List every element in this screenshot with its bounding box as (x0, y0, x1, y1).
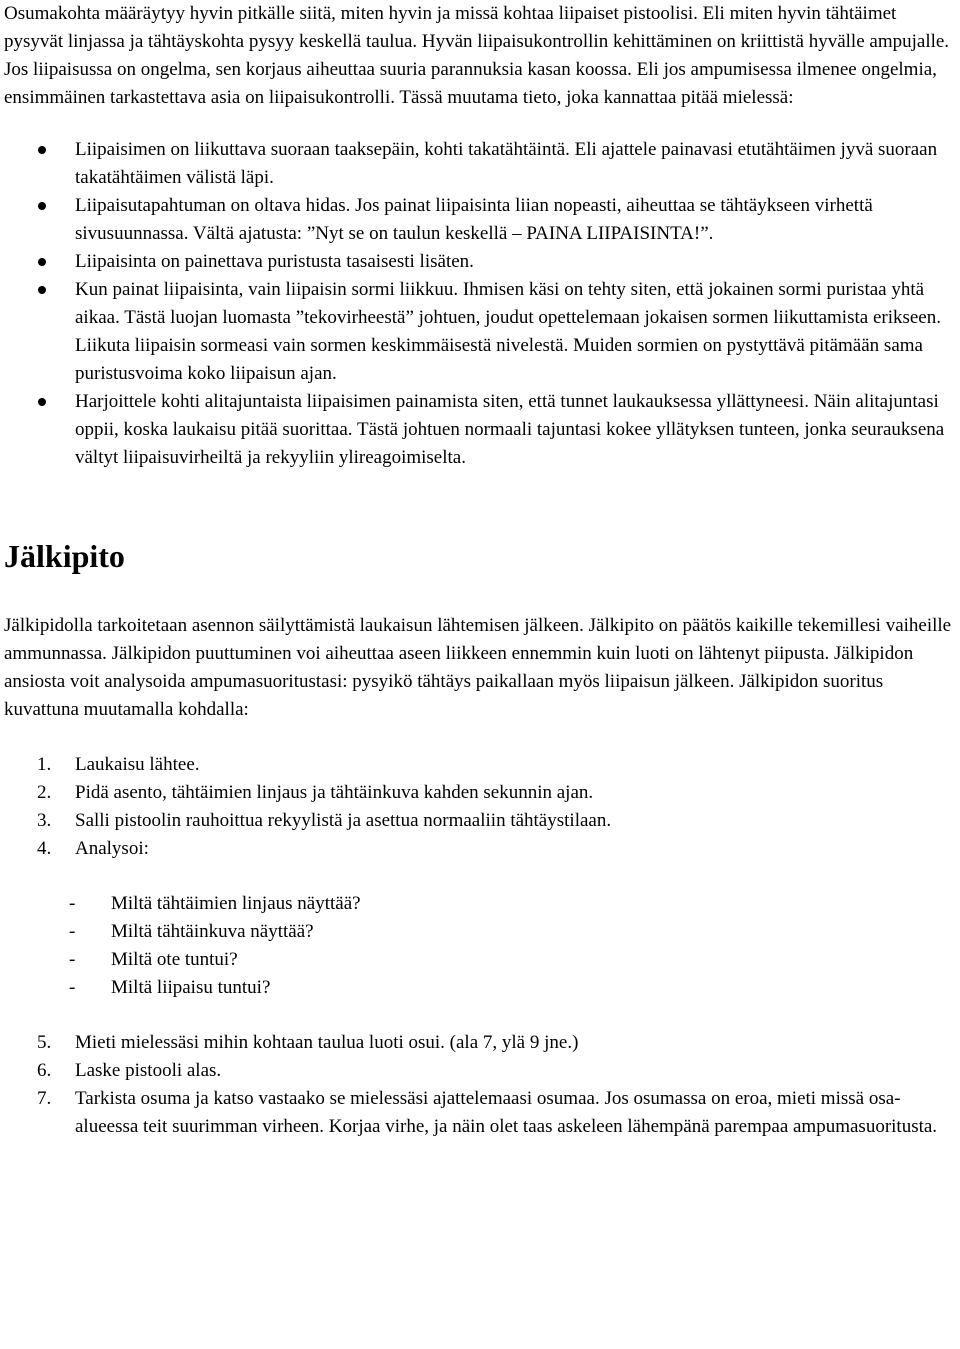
item-text: Analysoi: (75, 838, 149, 859)
list-item (4, 1029, 958, 1057)
question-text: Miltä tähtäinkuva näyttää? (111, 921, 314, 942)
question-text: Miltä liipaisu tuntui? (111, 977, 271, 998)
item-text: Mieti mielessäsi mihin kohtaan taulua luoti osui. (ala 7, ylä 9 jne.) (75, 1032, 579, 1053)
item-number: 3. (37, 810, 52, 831)
bullet-item (4, 192, 958, 248)
item-number: 4. (37, 838, 52, 859)
item-text: Laske pistooli alas. (75, 1060, 222, 1081)
list-item (4, 1085, 958, 1141)
bullet-text: Kun painat liipaisinta, vain liipaisin sormi liikkuu. Ihmisen käsi on tehty siten, että jokainen sormi puristaa yhtä aikaa. Tästä luojan luomasta ”tekovirheestä” johtuen, joudut opettelemaan jokaisen sormen liikuttamista erikseen. Liikuta liipaisin sormeasi vain sormen keskimmäisestä nivelestä. Muiden sormien on pystyttävä pitämään sama puristusvoima koko liipaisun ajan. (75, 279, 941, 384)
item-text: Pidä asento, tähtäimien linjaus ja tähtäinkuva kahden sekunnin ajan. (75, 782, 594, 803)
bullet-dot-icon (38, 286, 46, 294)
question-text: Miltä tähtäimien linjaus näyttää? (111, 893, 361, 914)
question-item (4, 946, 958, 974)
dash-icon: - (69, 977, 76, 998)
bullet-item (4, 136, 958, 192)
question-text: Miltä ote tuntui? (111, 949, 238, 970)
bullet-dot-icon (38, 258, 46, 266)
bullet-dot-icon (38, 202, 46, 210)
list-item (4, 807, 958, 835)
item-number: 6. (37, 1060, 52, 1081)
list-item (4, 835, 958, 863)
item-text: Salli pistoolin rauhoittua rekyylistä ja asettua normaaliin tähtäystilaan. (75, 810, 612, 831)
item-number: 2. (37, 782, 52, 803)
question-item (4, 918, 958, 946)
item-text: Laukaisu lähtee. (75, 754, 200, 775)
list-item (4, 751, 958, 779)
list-item (4, 779, 958, 807)
bullet-text: Liipaisutapahtuman on oltava hidas. Jos painat liipaisinta liian nopeasti, aiheuttaa se tähtäykseen virhettä sivusuunnassa. Vältä ajatusta: ”Nyt se on taulun keskellä – PAINA LIIPAISINTA!”. (75, 195, 873, 244)
section-paragraph: Jälkipidolla tarkoitetaan asennon säilyttämistä laukaisun lähtemisen jälkeen. Jälkipito on päätös kaikille tekemillesi vaiheille ammunnassa. Jälkipidon puuttuminen voi aiheuttaa aseen liikkeen ennemmin kuin luoti on lähtenyt piipusta. Jälkipidon ansiosta voit analysoida ampumasuoritustasi: pysyikö tähtäys paikallaan myös liipaisun jälkeen. Jälkipidon suoritus kuvattuna muutamalla kohdalla: (4, 615, 952, 720)
question-item (4, 974, 958, 1002)
dash-icon: - (69, 949, 76, 970)
dash-icon: - (69, 893, 76, 914)
document-page (4, 0, 958, 1141)
bullet-list (4, 136, 958, 472)
bullet-item (4, 388, 958, 472)
item-number: 5. (37, 1032, 52, 1053)
bullet-text: Liipaisimen on liikuttava suoraan taaksepäin, kohti takatähtäintä. Eli ajattele painavasi etutähtäimen jyvä suoraan takatähtäimen välistä läpi. (75, 139, 938, 188)
dash-icon: - (69, 921, 76, 942)
bullet-item (4, 248, 958, 276)
item-number: 7. (37, 1088, 52, 1109)
question-list (4, 890, 958, 1002)
numbered-list-continued (4, 1029, 958, 1141)
numbered-list (4, 751, 958, 863)
item-text: Tarkista osuma ja katso vastaako se mielessäsi ajattelemaasi osumaa. Jos osumassa on eroa, mieti missä osa-alueessa teit suurimman virheen. Korjaa virhe, ja näin olet taas askeleen lähempänä parempaa ampumasuoritusta. (75, 1088, 938, 1137)
bullet-dot-icon (38, 146, 46, 154)
bullet-text: Liipaisinta on painettava puristusta tasaisesti lisäten. (75, 251, 474, 272)
bullet-text: Harjoittele kohti alitajuntaista liipaisimen painamista siten, että tunnet laukauksessa yllättyneesi. Näin alitajuntasi oppii, koska laukaisu pitää suorittaa. Tästä johtuen normaali tajuntasi kokee yllätyksen tunteen, jonka seurauksena vältyt liipaisuvirheiltä ja rekyyliin ylireagoimiselta. (75, 391, 945, 468)
intro-paragraph: Osumakohta määräytyy hyvin pitkälle siitä, miten hyvin ja missä kohtaa liipaiset pistoolisi. Eli miten hyvin tähtäimet pysyvät linjassa ja tähtäyskohta pysyy keskellä taulua. Hyvän liipaisukontrollin kehittäminen on kriittistä hyvälle ampujalle. Jos liipaisussa on ongelma, sen korjaus aiheuttaa suuria parannuksia kasan koossa. Eli jos ampumisessa ilmenee ongelmia, ensimmäinen tarkastettava asia on liipaisukontrolli. Tässä muutama tieto, joka kannattaa pitää mielessä: (4, 3, 950, 108)
bullet-dot-icon (38, 398, 46, 406)
item-number: 1. (37, 754, 52, 775)
list-item (4, 1057, 958, 1085)
section-heading: Jälkipito (4, 538, 125, 574)
bullet-item (4, 276, 958, 388)
question-item (4, 890, 958, 918)
